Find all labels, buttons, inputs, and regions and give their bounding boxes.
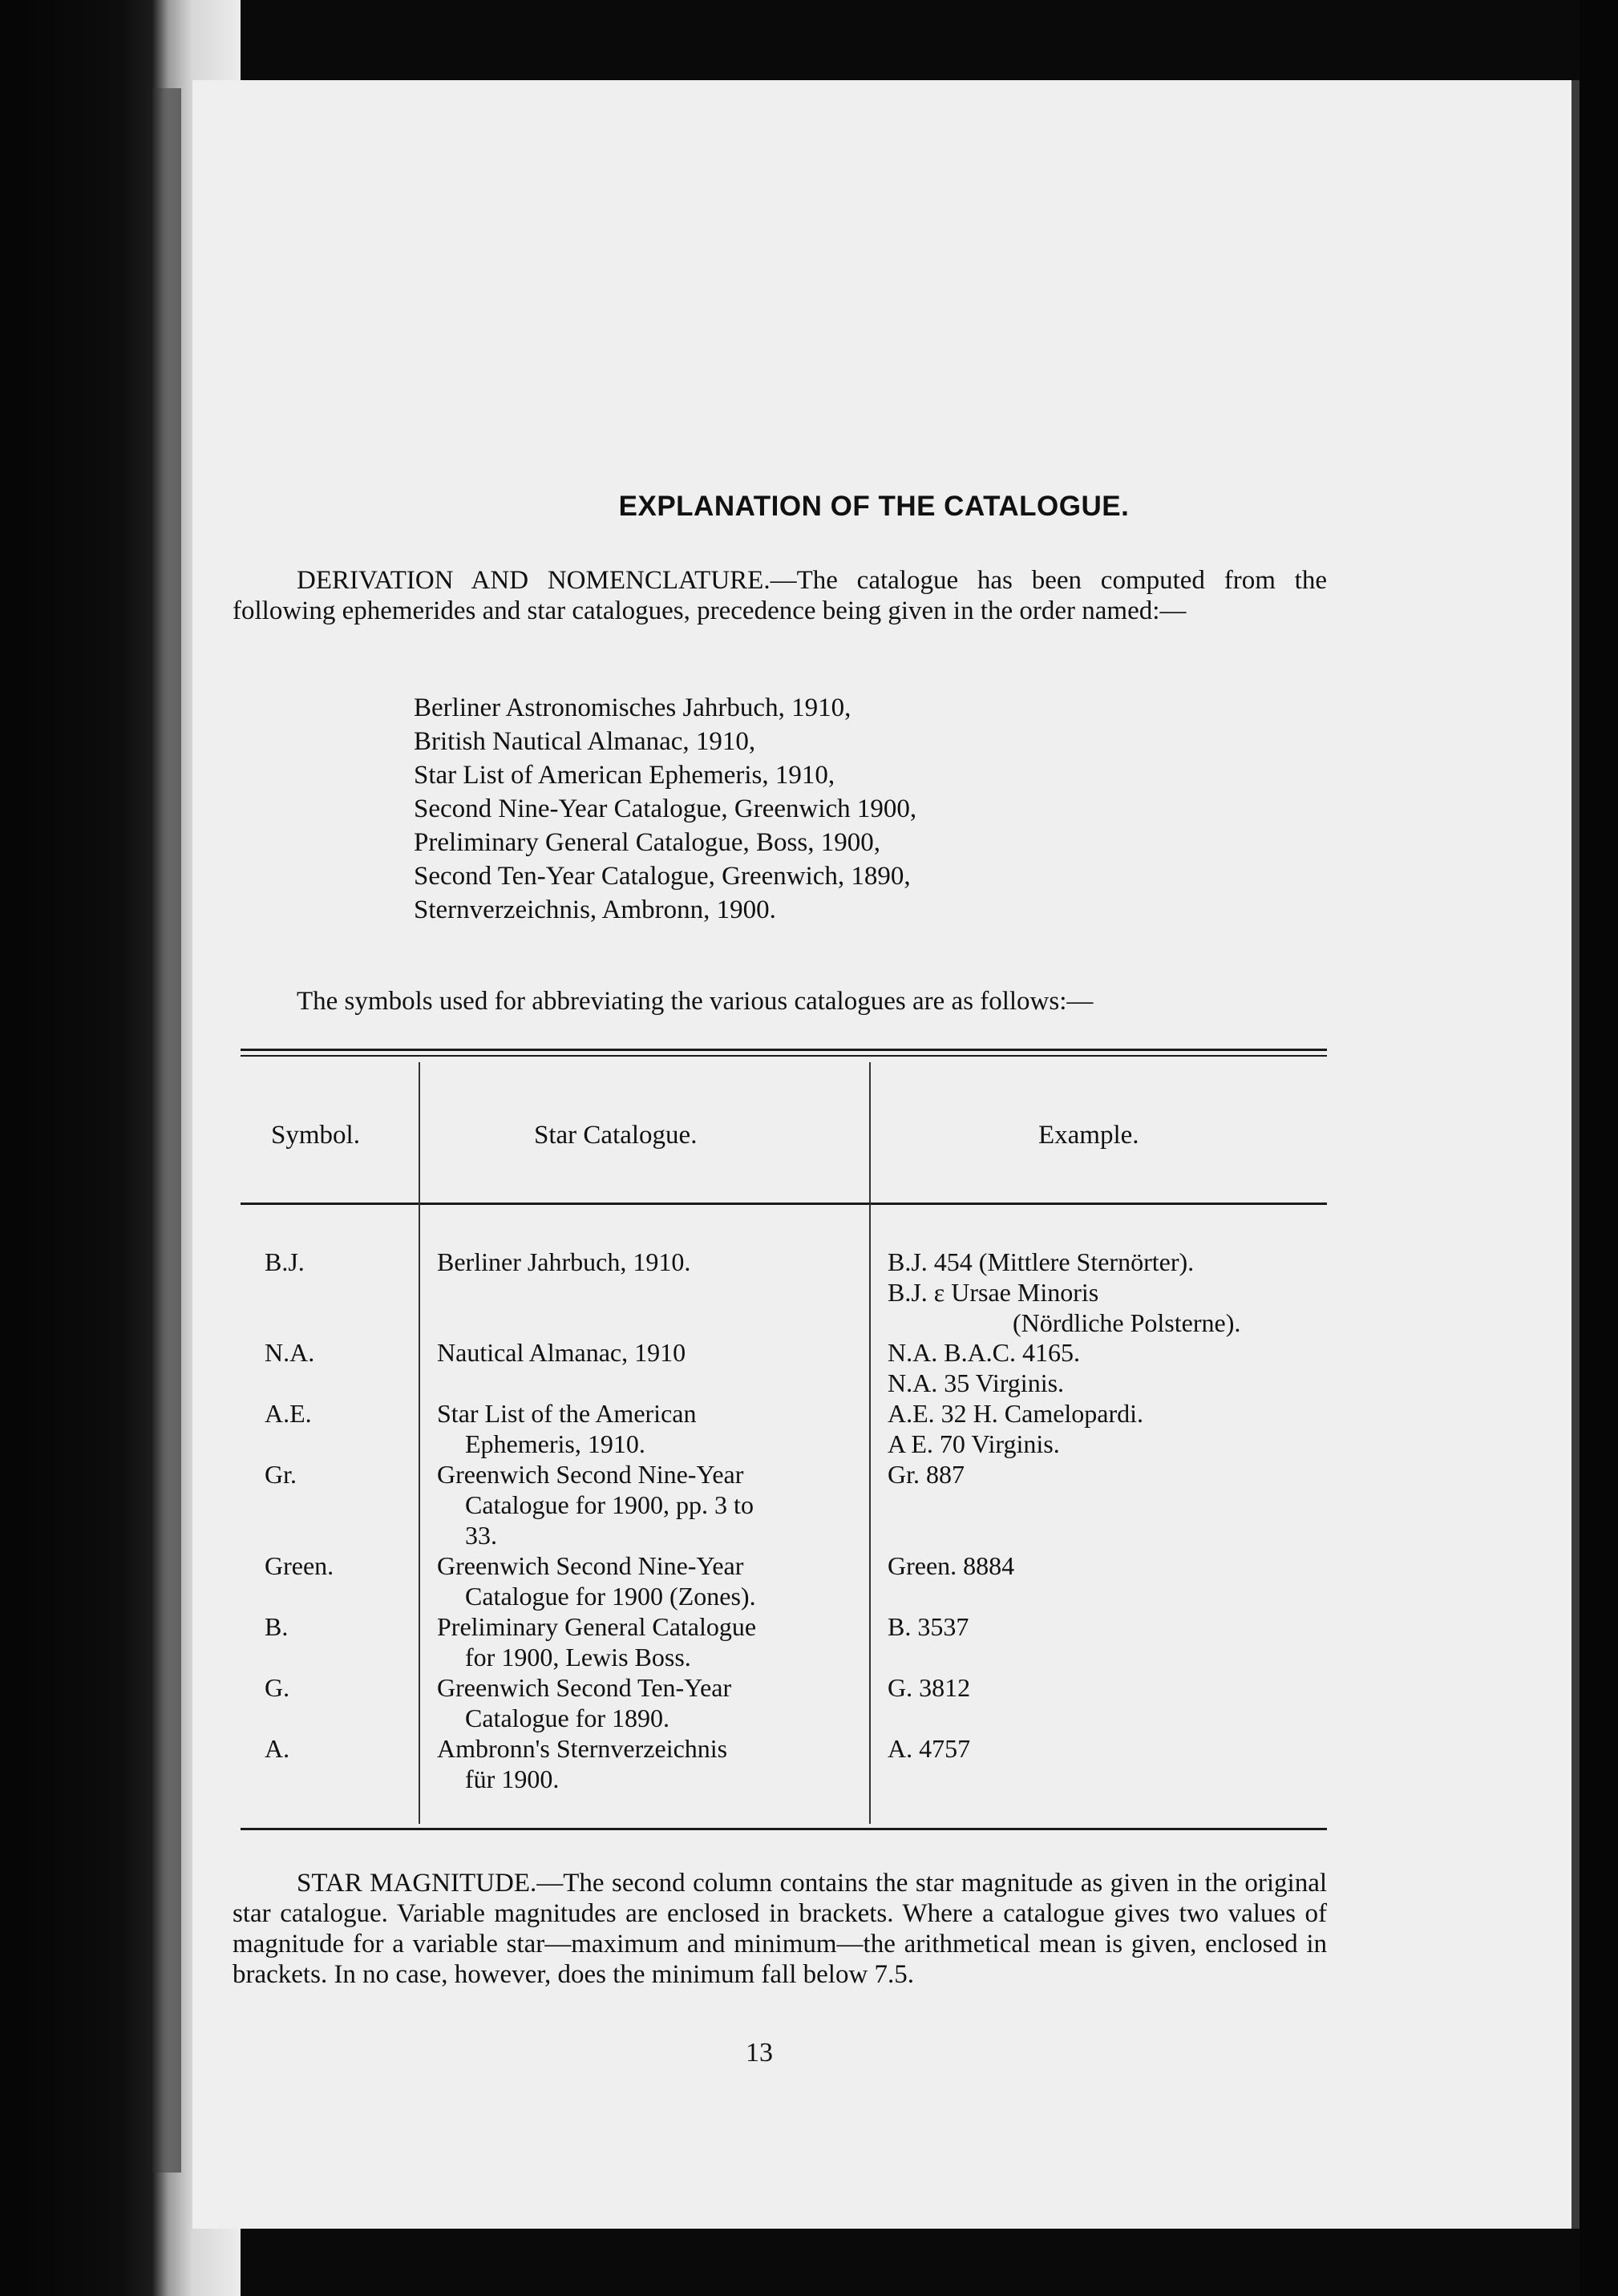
page-number: 13: [746, 2038, 773, 2068]
table-cell-example: A.E. 32 H. Camelopardi.: [888, 1399, 1144, 1428]
table-cell-example: N.A. 35 Virginis.: [888, 1368, 1065, 1397]
table-cell-catalogue: Ephemeris, 1910.: [465, 1429, 645, 1458]
binding-shadow: [152, 88, 181, 2173]
table-cell-catalogue: Berliner Jahrbuch, 1910.: [437, 1247, 691, 1276]
table-cell-catalogue: Catalogue for 1900, pp. 3 to: [465, 1490, 754, 1519]
table-cell-catalogue: Greenwich Second Nine-Year: [437, 1460, 744, 1489]
table-cell-example: Gr. 887: [888, 1460, 965, 1489]
table-cell-catalogue: Star List of the American: [437, 1399, 697, 1428]
table-cell-catalogue: for 1900, Lewis Boss.: [465, 1643, 691, 1671]
list-item: Second Ten-Year Catalogue, Greenwich, 1890,: [414, 862, 911, 891]
table-cell-symbol: A.: [265, 1734, 290, 1763]
table-cell-example: N.A. B.A.C. 4165.: [888, 1338, 1081, 1367]
table-cell-symbol: Green.: [265, 1551, 334, 1580]
catalogue-symbol-table: [241, 1050, 1327, 1836]
table-header-example: Example.: [1038, 1121, 1139, 1150]
catalogue-list: [414, 691, 1376, 927]
table-cell-symbol: B.J.: [265, 1247, 305, 1276]
table-cell-example: G. 3812: [888, 1673, 971, 1702]
table-cell-catalogue: 33.: [465, 1521, 497, 1550]
table-header-symbol: Symbol.: [271, 1121, 360, 1150]
list-item: Star List of American Ephemeris, 1910,: [414, 761, 835, 790]
table-cell-catalogue: Catalogue for 1900 (Zones).: [465, 1582, 756, 1611]
table-cell-symbol: N.A.: [265, 1338, 315, 1367]
magnitude-text: —The second column contains the star magnitude as given in the original star catalogue. Variable magnitudes are enclosed in brackets. Where a catalogue gives two values of magnitude for a variable star—maximum and minimum—the arithmetical mean is given, enclosed in brackets. In no case, however, does the minimum fall below 7.5.: [233, 1869, 1328, 1989]
table-cell-example: Green. 8884: [888, 1551, 1015, 1580]
page-title: EXPLANATION OF THE CATALOGUE.: [618, 491, 1130, 522]
table-cell-catalogue: Greenwich Second Ten-Year: [437, 1673, 732, 1702]
derivation-paragraph: [233, 565, 1327, 626]
magnitude-paragraph: [233, 1868, 1327, 1990]
table-cell-example: B. 3537: [888, 1612, 969, 1641]
table-cell-example: A. 4757: [888, 1734, 971, 1763]
list-item: Second Nine-Year Catalogue, Greenwich 1900,: [414, 794, 917, 823]
table-cell-catalogue: Ambronn's Sternverzeichnis: [437, 1734, 728, 1763]
table-cell-catalogue: Preliminary General Catalogue: [437, 1612, 757, 1641]
derivation-lead: DERIVATION AND NOMENCLATURE.: [297, 566, 771, 595]
table-cell-example: B.J. 454 (Mittlere Sternörter).: [888, 1247, 1195, 1276]
table-cell-symbol: Gr.: [265, 1460, 297, 1489]
right-margin-dark: [1580, 0, 1618, 2296]
table-cell-example: A E. 70 Virginis.: [888, 1429, 1060, 1458]
symbols-intro: The symbols used for abbreviating the various catalogues are as follows:—: [297, 987, 1094, 1016]
magnitude-lead: STAR MAGNITUDE.: [297, 1869, 537, 1898]
table-cell-symbol: A.E.: [265, 1399, 312, 1428]
list-item: Berliner Astronomisches Jahrbuch, 1910,: [414, 693, 851, 722]
table-cell-catalogue: Nautical Almanac, 1910: [437, 1338, 686, 1367]
derivation-text: —The catalogue has been computed from the following ephemerides and star catalogues, precedence being given in the order named:—: [233, 566, 1327, 625]
table-cell-example: (Nördliche Polsterne).: [1013, 1308, 1241, 1337]
table-cell-example: B.J. ε Ursae Minoris: [888, 1278, 1099, 1307]
table-cell-catalogue: Greenwich Second Nine-Year: [437, 1551, 744, 1580]
list-item: Preliminary General Catalogue, Boss, 1900,: [414, 828, 880, 857]
table-cell-symbol: B.: [265, 1612, 289, 1641]
table-cell-catalogue: Catalogue for 1890.: [465, 1704, 670, 1732]
table-cell-symbol: G.: [265, 1673, 290, 1702]
list-item: British Nautical Almanac, 1910,: [414, 727, 756, 756]
list-item: Sternverzeichnis, Ambronn, 1900.: [414, 895, 776, 924]
table-header-catalogue: Star Catalogue.: [534, 1121, 698, 1150]
table-cell-catalogue: für 1900.: [465, 1764, 560, 1793]
